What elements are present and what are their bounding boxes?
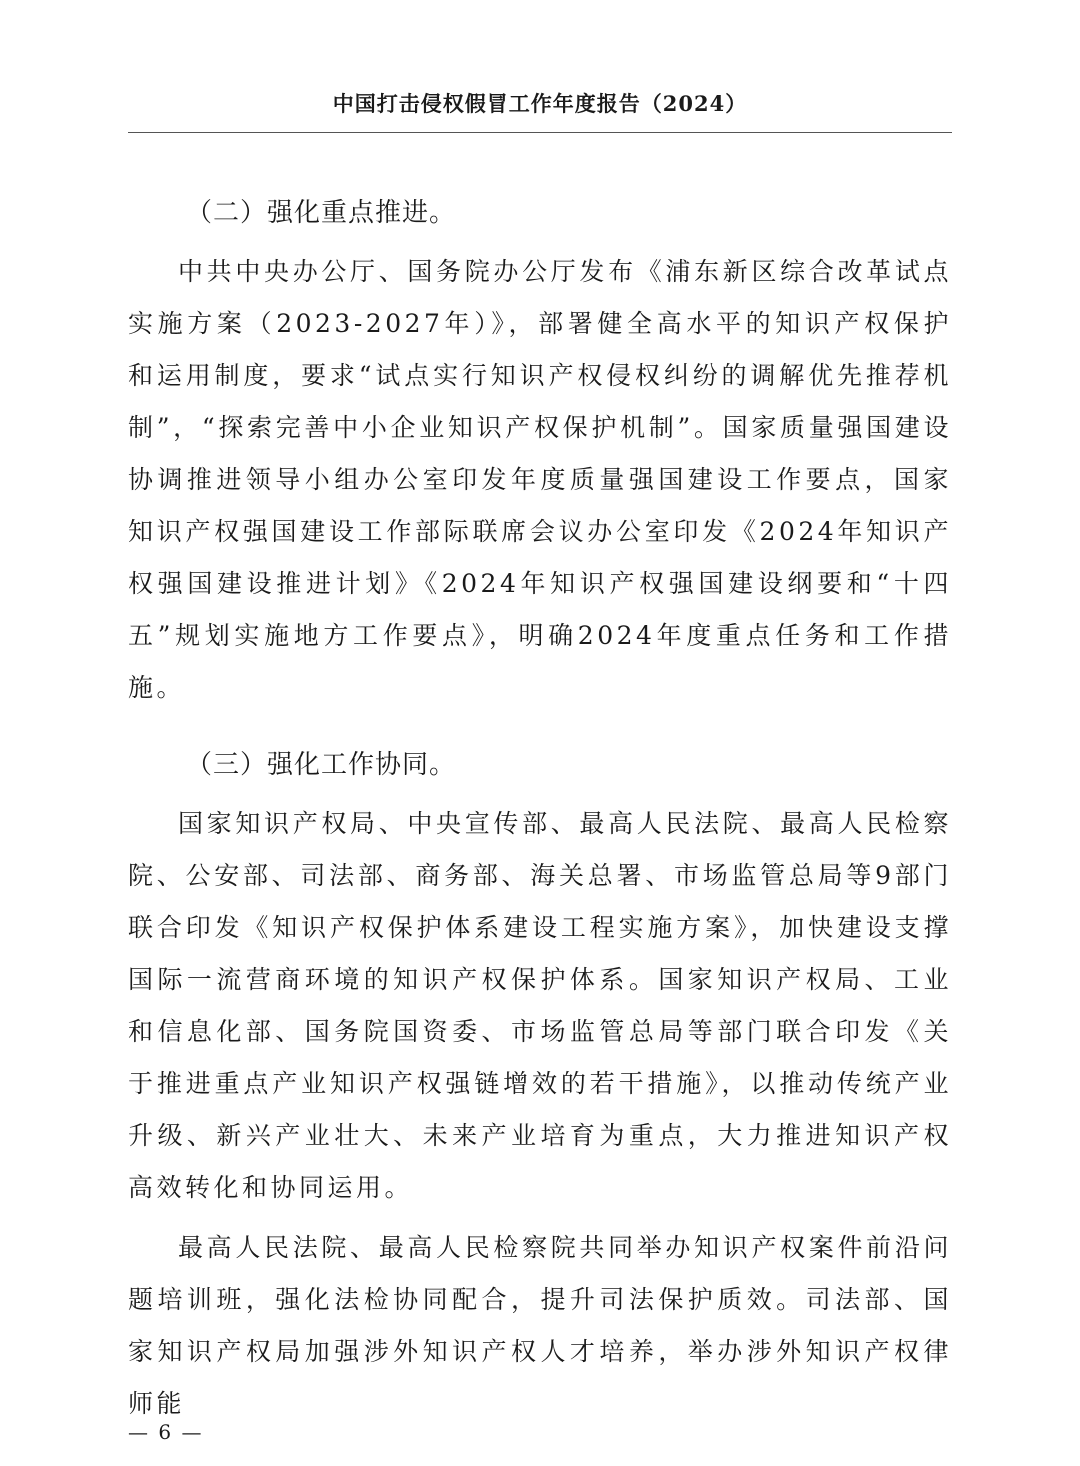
page-number: — 6 —: [128, 1420, 204, 1444]
paragraph: 中共中央办公厅、国务院办公厅发布《浦东新区综合改革试点实施方案（2023-2027年）》，部署健全高水平的知识产权保护和运用制度，要求“试点实行知识产权侵权纠纷的调解优先推荐机制”，“探索完善中小企业知识产权保护机制”。国家质量强国建设协调推进领导小组办公室印发年度质量强国建设工作要点，国家知识产权强国建设工作部际联席会议办公室印发《2024年知识产权强国建设推进计划》《2024年知识产权强国建设纲要和“十四五”规划实施地方工作要点》，明确2024年度重点任务和工作措施。: [128, 257, 952, 702]
section-heading-2: （二）强化重点推进。: [186, 198, 457, 228]
running-header: 中国打击侵权假冒工作年度报告（2024）: [332, 91, 748, 116]
section-heading-3: （三）强化工作协同。: [186, 750, 457, 780]
header-rule: [128, 132, 952, 133]
paragraph: 国家知识产权局、中央宣传部、最高人民法院、最高人民检察院、公安部、司法部、商务部、海关总署、市场监管总局等9部门联合印发《知识产权保护体系建设工程实施方案》，加快建设支撑国际一流营商环境的知识产权保护体系。国家知识产权局、工业和信息化部、国务院国资委、市场监管总局等部门联合印发《关于推进重点产业知识产权强链增效的若干措施》，以推动传统产业升级、新兴产业壮大、未来产业培育为重点，大力推进知识产权高效转化和协同运用。: [128, 809, 952, 1202]
paragraph: 最高人民法院、最高人民检察院共同举办知识产权案件前沿问题培训班，强化法检协同配合，提升司法保护质效。司法部、国家知识产权局加强涉外知识产权人才培养，举办涉外知识产权律师能: [128, 1233, 952, 1418]
page-content: [128, 186, 952, 1430]
